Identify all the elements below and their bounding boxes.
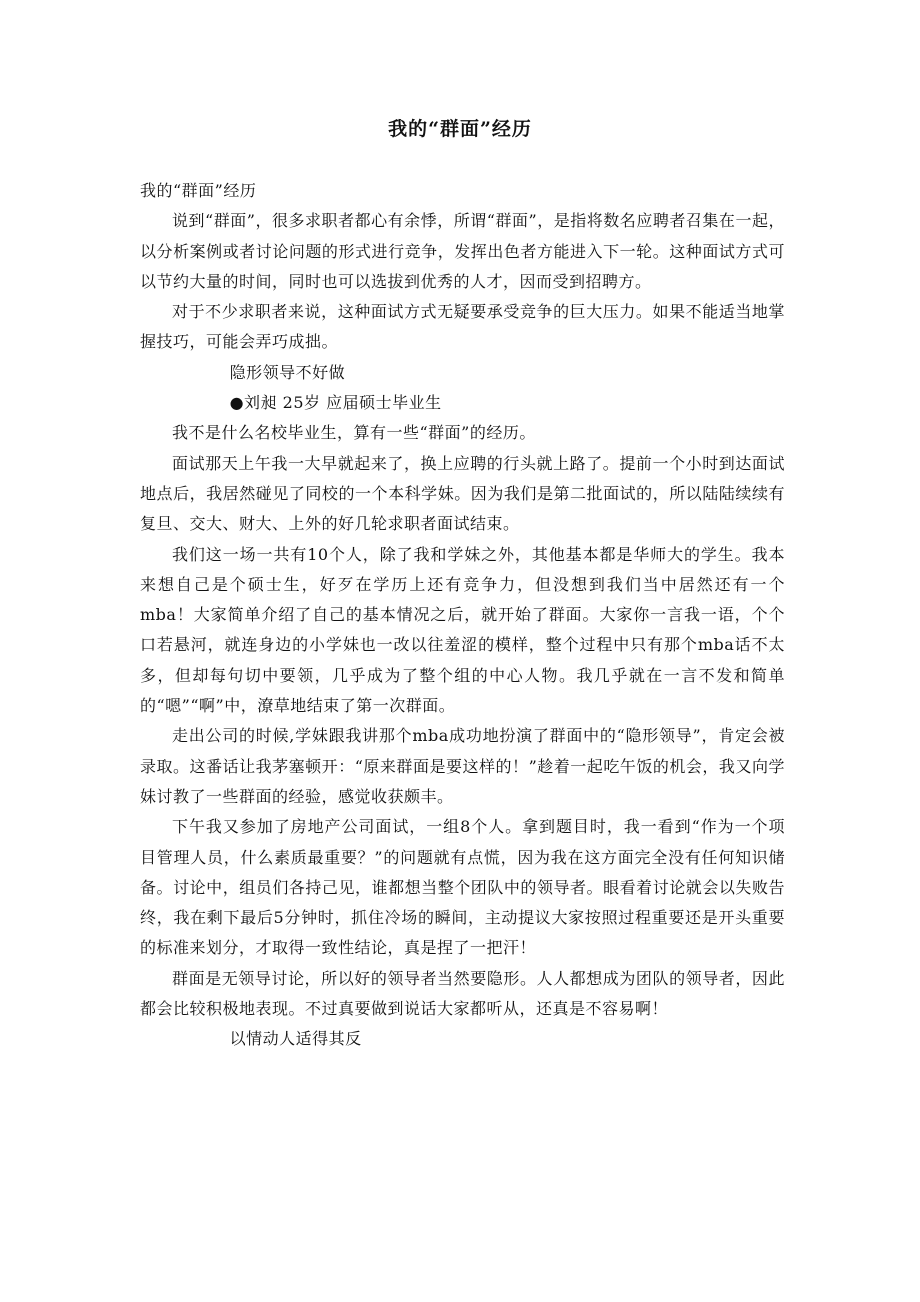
document-subtitle: 我的“群面”经历	[140, 181, 257, 200]
section-heading-hidden-leader: 隐形领导不好做	[229, 362, 346, 382]
body-paragraph-5: 下午我又参加了房地产公司面试，一组8个人。拿到题目时，我一看到“作为一个项目管理人员，什么素质最重要？”的问题就有点慌，因为我在这方面完全没有任何知识储备。讨论中，组员们各持己见，谁都想当整个团队中的领导者。眼看着讨论就会以失败告终，我在剩下最后5分钟时，抓住冷场的瞬间，主动提议大家按照过程重要还是开头重要的标准来划分，才取得一致性结论，真是捏了一把汗！	[140, 817, 785, 958]
document-title: 我的“群面”经历	[388, 118, 532, 140]
document-body	[140, 176, 785, 1055]
intro-paragraph-1: 说到“群面”，很多求职者都心有余悸，所谓“群面”，是指将数名应聘者召集在一起，以分析案例或者讨论问题的形式进行竞争，发挥出色者方能进入下一轮。这种面试方式可以节约大量的时间，同时也可以选拔到优秀的人才，因而受到招聘方。	[140, 211, 785, 291]
body-paragraph-6: 群面是无领导讨论，所以好的领导者当然要隐形。人人都想成为团队的领导者，因此都会比较积极地表现。不过真要做到说话大家都听从，还真是不容易啊！	[140, 968, 785, 1019]
body-paragraph-2: 面试那天上午我一大早就起来了，换上应聘的行头就上路了。提前一个小时到达面试地点后，我居然碰见了同校的一个本科学妹。因为我们是第二批面试的，所以陆陆续续有复旦、交大、财大、上外的好几轮求职者面试结束。	[140, 453, 785, 534]
intro-paragraph-2: 对于不少求职者来说，这种面试方式无疑要承受竞争的巨大压力。如果不能适当地掌握技巧，可能会弄巧成拙。	[140, 302, 785, 352]
section-heading-emotion: 以情动人适得其反	[229, 1029, 362, 1049]
body-paragraph-3: 我们这一场一共有10个人，除了我和学妹之外，其他基本都是华师大的学生。我本来想自己是个硕士生，好歹在学历上还有竞争力，但没想到我们当中居然还有一个mba！大家简单介绍了自己的基本情况之后，就开始了群面。大家你一言我一语，个个口若悬河，就连身边的小学妹也一改以往羞涩的模样，整个过程中只有那个mba话不太多，但却每句切中要领，几乎成为了整个组的中心人物。我几乎就在一言不发和简单的“嗯”“啊”中，潦草地结束了第一次群面。	[140, 544, 785, 716]
body-paragraph-4: 走出公司的时候,学妹跟我讲那个mba成功地扮演了群面中的“隐形领导”，肯定会被录取。这番话让我茅塞顿开：“原来群面是要这样的！”趁着一起吃午饭的机会，我又向学妹讨教了一些群面的经验，感觉收获颇丰。	[140, 726, 785, 806]
body-paragraph-1: 我不是什么名校毕业生，算有一些“群面”的经历。	[172, 423, 536, 443]
profile-line: ●刘昶 25岁 应届硕士毕业生	[229, 393, 442, 413]
